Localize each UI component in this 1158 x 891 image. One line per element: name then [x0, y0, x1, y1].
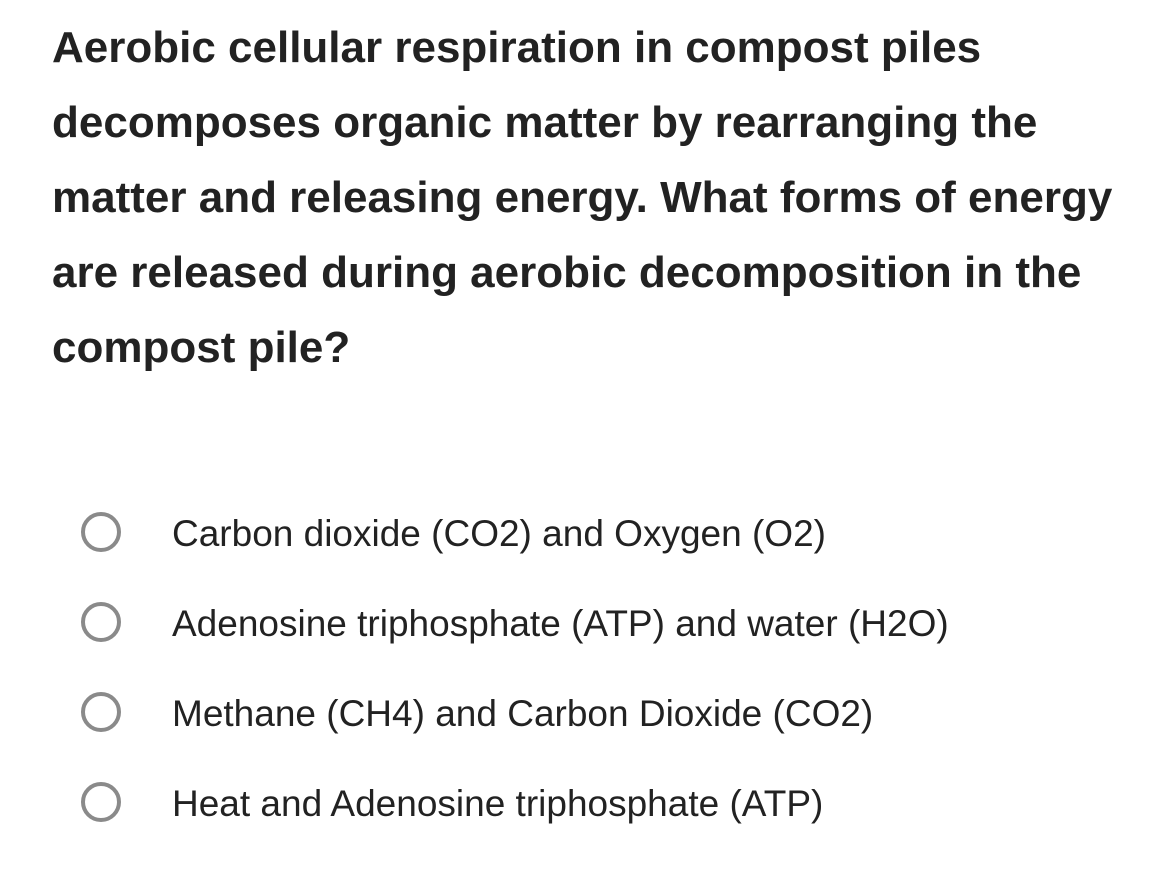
answer-option-label[interactable]: Heat and Adenosine triphosphate (ATP) — [172, 783, 824, 824]
radio-button-unchecked-icon[interactable] — [81, 512, 121, 552]
answer-option-1[interactable] — [0, 490, 1158, 580]
answer-option-4[interactable] — [0, 760, 1158, 850]
answer-option-label[interactable]: Adenosine triphosphate (ATP) and water (H2O) — [172, 603, 949, 644]
radio-button-unchecked-icon[interactable] — [81, 692, 121, 732]
answer-option-2[interactable] — [0, 580, 1158, 670]
answer-options — [0, 490, 1158, 850]
answer-option-label[interactable]: Carbon dioxide (CO2) and Oxygen (O2) — [172, 513, 826, 554]
question-text: Aerobic cellular respiration in compost piles decomposes organic matter by rearranging the matter and releasing energy. What forms of energy are released during aerobic decomposition in the compost pile? — [52, 23, 1113, 372]
answer-option-label[interactable]: Methane (CH4) and Carbon Dioxide (CO2) — [172, 693, 874, 734]
radio-button-unchecked-icon[interactable] — [81, 782, 121, 822]
answer-option-3[interactable] — [0, 670, 1158, 760]
radio-button-unchecked-icon[interactable] — [81, 602, 121, 642]
